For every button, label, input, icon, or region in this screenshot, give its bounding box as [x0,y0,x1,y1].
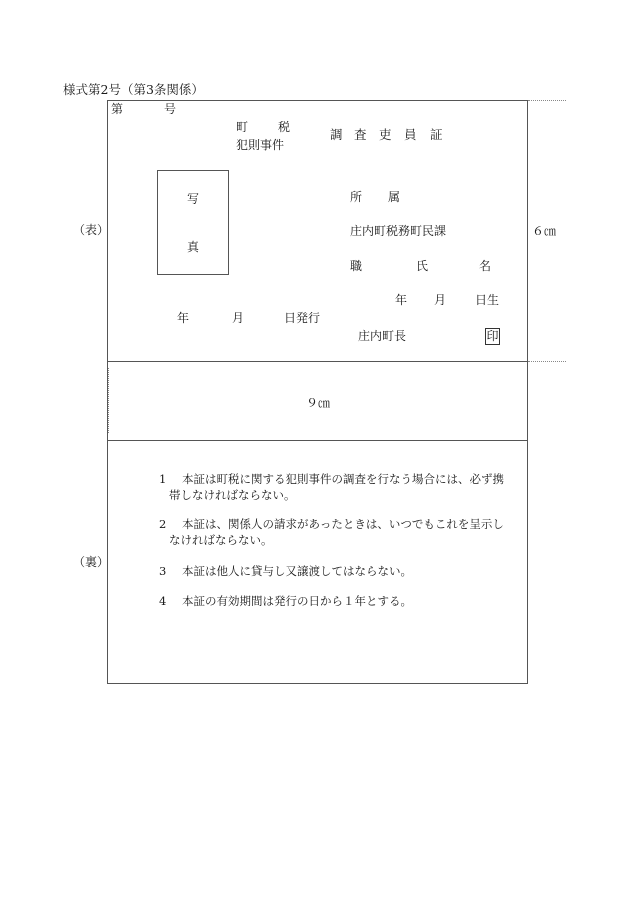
affiliation-value: 庄内町税務町民課 [350,224,447,238]
affiliation-label-2: 属 [388,190,401,204]
width-dimension-label: ９㎝ [306,396,331,410]
issue-month-label: 月 [232,311,245,325]
note-text: 本証は他人に貸与し又譲渡してはならない。 [182,564,412,578]
photo-box [157,170,229,275]
note-number: 2 [159,517,167,531]
title-town: 町 [236,120,249,134]
title-char: 調 [330,127,343,142]
back-note-3 [159,563,504,579]
title-char: 査 [354,127,367,142]
issue-year-label: 年 [177,311,190,325]
title-criminal-case: 犯則事件 [236,138,285,152]
birth-year-label: 年 [395,293,408,307]
position-label: 職 [350,259,363,273]
birth-month-label: 月 [434,293,447,307]
note-number: 4 [159,594,167,608]
name-label-family: 氏 [416,259,429,273]
title-char: 員 [404,127,417,142]
back-note-1 [159,471,504,503]
title-tax: 税 [278,120,291,134]
height-dimension-label: ６㎝ [532,224,557,238]
note-number: 3 [159,564,167,578]
note-text: 本証の有効期間は発行の日から１年とする。 [182,594,412,608]
seal-mark: 印 [486,329,499,343]
back-note-2 [159,516,504,548]
note-number: 1 [159,472,167,486]
top-dotted-guide [528,100,566,101]
title-char: 吏 [379,127,392,142]
affiliation-label-1: 所 [350,190,363,204]
number-suffix: 号 [164,102,177,116]
name-label-given: 名 [479,259,492,273]
front-side-label: （表） [73,223,110,237]
title-char: 証 [430,127,443,142]
issuer-name: 庄内町長 [358,329,407,343]
number-prefix: 第 [111,102,124,116]
middle-dotted-guide [528,361,566,362]
note-text: 本証は、関係人の請求があったときは、いつでもこれを呈示しなければならない。 [169,517,504,547]
photo-label-bottom: 真 [187,240,200,254]
birth-day-label: 日生 [475,293,500,307]
back-side-label: （裏） [73,555,110,569]
issue-day-label: 日発行 [284,311,321,325]
note-text: 本証は町税に関する犯則事件の調査を行なう場合には、必ず携帯しなければならない。 [169,472,504,502]
back-note-4 [159,593,504,609]
photo-label-top: 写 [187,192,200,206]
form-title: 様式第2号（第3条関係） [63,82,204,97]
